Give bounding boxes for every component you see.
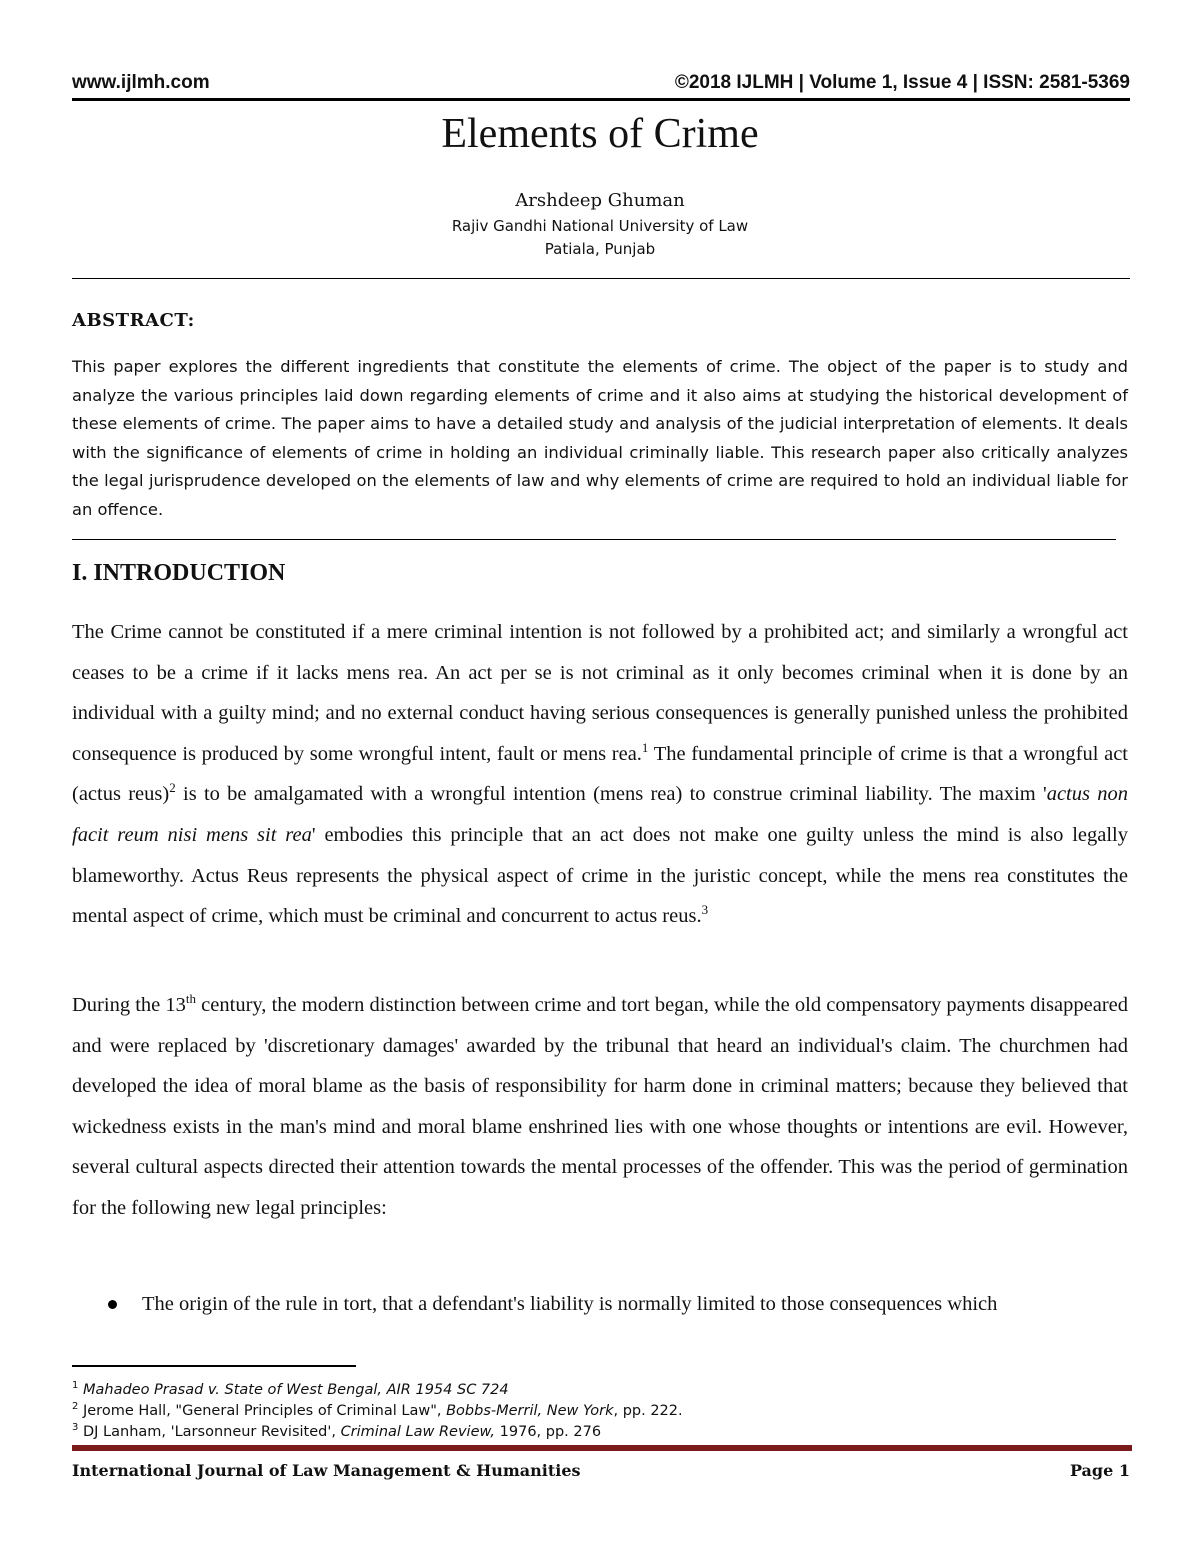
footnote-ref[interactable]: 3 [701,902,709,918]
paragraph-text: The fundamental principle of crime is that a wrongful act (actus reus) [72,742,1128,806]
footnote [72,1422,1128,1443]
footnote-separator [72,1365,356,1367]
author-location: Patiala, Punjab [544,240,656,258]
footer-rule [72,1445,1132,1451]
footnote-citation: Bobbs-Merril, New York [446,1403,614,1419]
paragraph-text: is to be amalgamated with a wrongful intention (mens rea) to construe criminal liability. The maxim ' [175,783,1047,806]
abstract-heading: ABSTRACT: [72,310,195,331]
bullet-icon [108,1300,117,1309]
journal-info: ©2018 IJLMH | Volume 1, Issue 4 | ISSN: 2581-5369 [674,72,1130,93]
footnote-ref[interactable]: 2 [169,780,176,796]
website-link[interactable]: www.ijlmh.com [72,72,210,93]
page-number: Page 1 [1069,1461,1130,1480]
running-footer [72,1461,1130,1485]
section-number: I. [72,560,88,586]
footnote-text: Jerome Hall, "General Principles of Criminal Law", [82,1403,447,1419]
paragraph [72,985,1128,1229]
footnote-text: 1976, pp. 276 [495,1424,602,1440]
author-institution: Rajiv Gandhi National University of Law [451,217,749,235]
footnote-number: 3 [72,1422,79,1434]
footnote-number: 2 [72,1401,79,1413]
abstract-text: This paper explores the different ingredients that constitute the elements of crime. The object of the paper is to study and analyze the various principles laid down regarding elements of crime and it also aims at studying the historical development of these elements of crime. The paper aims to have a detailed study and analysis of the judicial interpretation of elements. It deals with the significance of elements of crime in holding an individual criminally liable. This research paper also critically analyzes the legal jurisprudence developed on the elements of law and why elements of crime are required to hold an individual liable for an offence. [72,357,1128,519]
list-item-text: The origin of the rule in tort, that a defendant's liability is normally limited to those consequences which [142,1293,998,1315]
footnote-number: 1 [72,1380,79,1392]
journal-name: International Journal of Law Management & Humanities [72,1461,581,1480]
footnote-citation: Criminal Law Review, [340,1424,496,1440]
footnote-text: DJ Lanham, 'Larsonneur Revisited', [82,1424,341,1440]
running-header [72,72,1130,96]
footnote-ref[interactable]: 1 [641,739,649,755]
paragraph-text: ' embodies this principle that an act does not make one guilty unless the mind is also legally blameworthy. Actus Reus represents the physical aspect of crime in the juristic concept, while the mens rea constitutes the mental aspect of crime, which must be criminal and concurrent to actus reus. [72,823,1128,928]
author-name: Arshdeep Ghuman [515,190,685,211]
latin-maxim: actus non facit reum nisi mens sit rea [72,783,1128,846]
paragraph [72,612,1128,937]
section-title: INTRODUCTION [93,560,286,586]
ordinal-suffix: th [185,991,197,1007]
paper-title: Elements of Crime [441,111,759,157]
footnote [72,1380,1128,1401]
footnotes [72,1380,1128,1443]
abstract-divider [72,539,1116,540]
header-rule [72,98,1130,101]
paragraph-text: century, the modern distinction between crime and tort began, while the old compensatory payments disappeared and were replaced by 'discretionary damages' awarded by the tribunal that heard an individual's claim. The churchmen had developed the idea of moral blame as the basis of responsibility for harm done in criminal matters; because they believed that wickedness exists in the man's mind and moral blame enshrined lies with one whose thoughts or intentions are evil. However, several cultural aspects directed their attention towards the mental processes of the offender. This was the period of germination for the following new legal principles: [72,994,1128,1219]
paragraph-text: The Crime cannot be constituted if a mere criminal intention is not followed by a prohibited act; and similarly a wrongful act ceases to be a crime if it lacks mens rea. An act per se is not criminal as it only becomes criminal when it is done by an individual with a guilty mind; and no external conduct having serious consequences is generally punished unless the prohibited consequence is produced by some wrongful intent, fault or mens rea. [72,621,1128,765]
footnote-text: , pp. 222. [613,1403,683,1419]
footnote [72,1401,1128,1422]
title-divider [72,278,1130,279]
footnote-citation: Mahadeo Prasad v. State of West Bengal, AIR 1954 SC 724 [82,1382,509,1398]
section-heading [72,560,285,587]
paragraph-text: During the 13 [72,994,186,1016]
